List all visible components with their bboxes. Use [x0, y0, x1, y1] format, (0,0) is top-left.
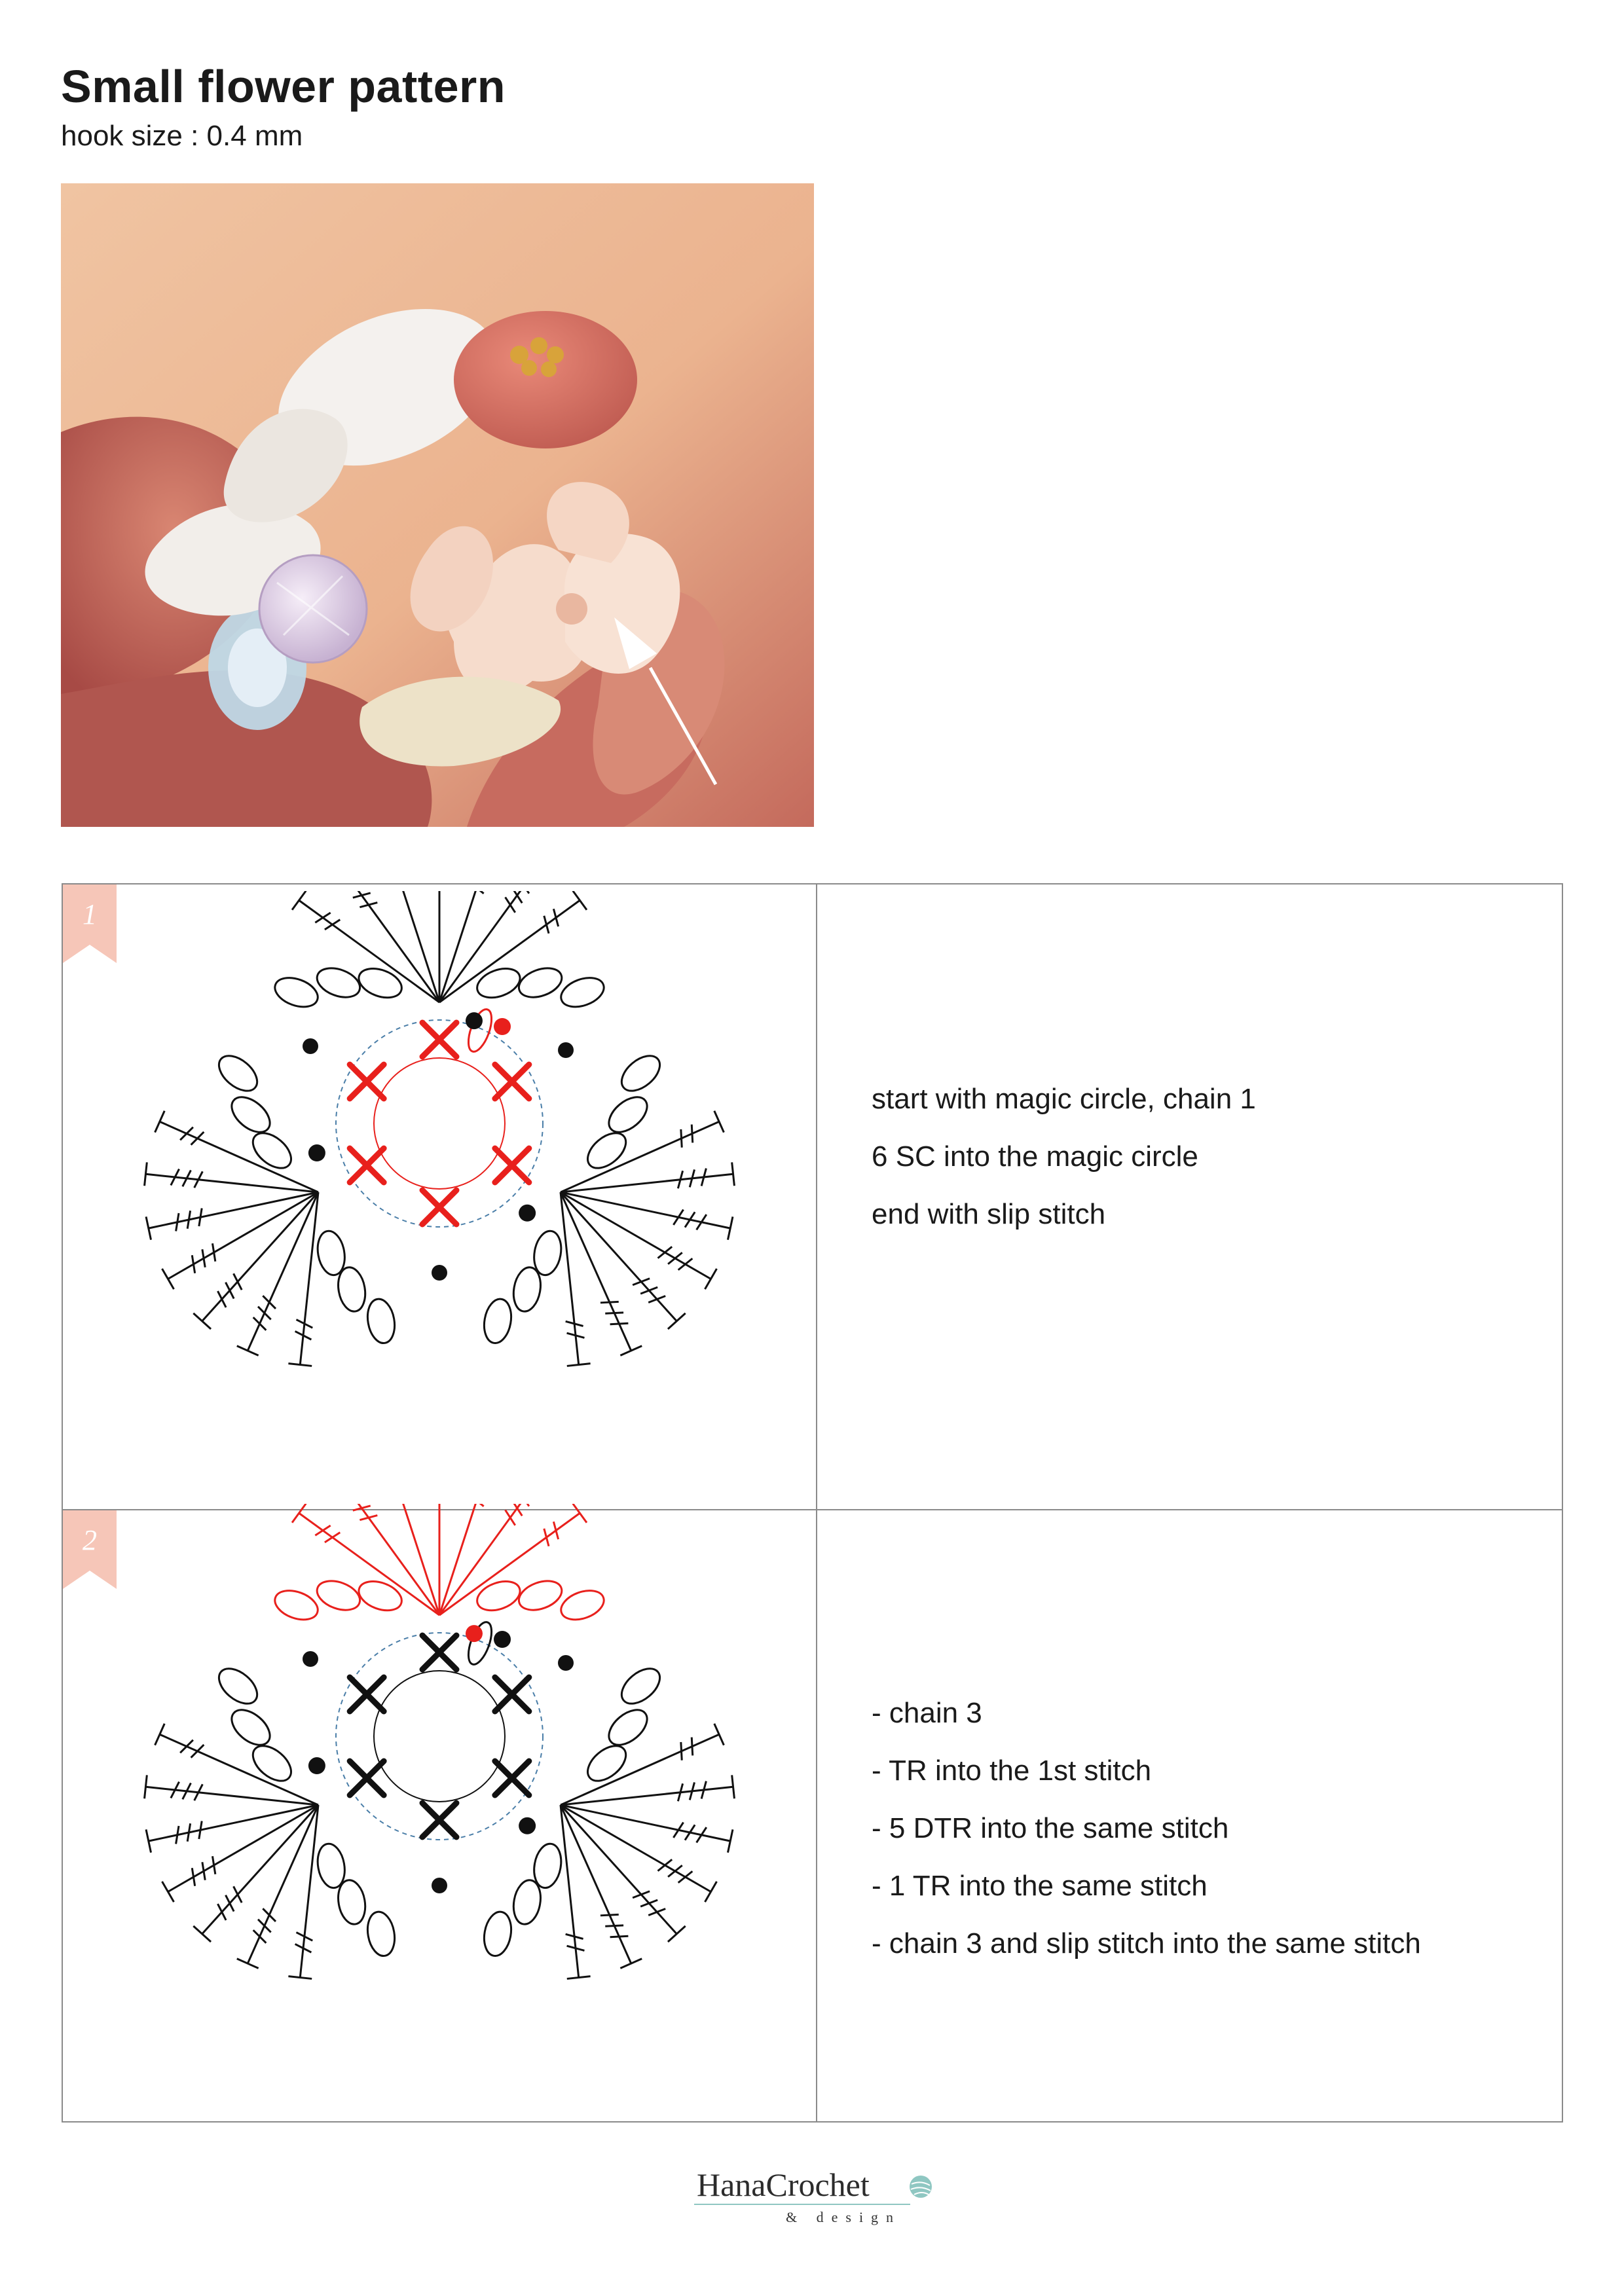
stitch-hatch-mark	[678, 1258, 693, 1270]
slip-stitch-symbol	[494, 1631, 511, 1648]
chain-stitch-symbol	[616, 1662, 667, 1710]
flower-photo	[61, 183, 814, 827]
step-2-diagram	[79, 1504, 800, 2119]
step-1-instructions	[872, 1070, 1256, 1243]
brand-logo	[688, 2166, 936, 2238]
chain-stitch-symbol	[364, 1910, 397, 1958]
slip-stitch-symbol	[308, 1144, 325, 1161]
chain-stitch-symbol	[364, 1297, 397, 1345]
stitch-top-bar	[162, 1269, 174, 1289]
chain-stitch-symbol	[271, 972, 322, 1012]
brand-name: HanaCrochet	[697, 2166, 870, 2203]
stitch-hatch-mark	[263, 1908, 276, 1922]
tr-stitch-symbol	[168, 1805, 318, 1892]
stitch-hatch-mark	[470, 891, 484, 894]
stitch-hatch-mark	[658, 1859, 673, 1871]
stitch-top-bar	[567, 1364, 591, 1366]
stitch-hatch-mark	[217, 1904, 226, 1920]
sc-stitch-symbol	[495, 1065, 529, 1099]
magic-circle	[374, 1671, 505, 1802]
slip-stitch-symbol	[308, 1757, 325, 1774]
stitch-hatch-mark	[226, 1283, 234, 1299]
chain-stitch-symbol	[213, 1049, 264, 1097]
stitch-top-bar	[714, 1111, 724, 1133]
tr-stitch-symbol	[561, 1174, 733, 1192]
stitch-hatch-mark	[263, 1296, 276, 1309]
instruction-line: - chain 3	[872, 1697, 982, 1729]
stitch-hatch-mark	[191, 1132, 204, 1145]
chain-stitch-symbol	[355, 963, 406, 1003]
sc-stitch-symbol	[495, 1677, 529, 1711]
sc-stitch-symbol	[422, 1023, 456, 1057]
tr-stitch-symbol	[248, 1192, 318, 1351]
slip-stitch-symbol	[519, 1205, 536, 1222]
chain-stitch-symbol	[225, 1703, 276, 1751]
step-1-number: 1	[83, 898, 97, 930]
stitch-top-bar	[620, 1959, 642, 1969]
tr-stitch-symbol	[160, 1734, 318, 1805]
stitch-hatch-mark	[180, 1740, 193, 1753]
steps-table	[62, 883, 1563, 2123]
chain-stitch-symbol	[616, 1049, 667, 1097]
step-2-number: 2	[83, 1524, 97, 1556]
stitch-top-bar	[705, 1882, 716, 1902]
stitch-hatch-mark	[633, 1891, 650, 1898]
sc-stitch-symbol	[350, 1677, 384, 1711]
stitch-top-bar	[573, 891, 587, 910]
sc-stitch-symbol	[495, 1148, 529, 1182]
instruction-line: start with magic circle, chain 1	[872, 1083, 1256, 1115]
slip-stitch-symbol	[466, 1625, 483, 1642]
stitch-hatch-mark	[648, 1296, 665, 1303]
stitch-hatch-mark	[180, 1127, 193, 1140]
stitch-hatch-mark	[191, 1745, 204, 1758]
stitch-hatch-mark	[600, 1914, 619, 1915]
slip-stitch-symbol	[432, 1878, 447, 1893]
chain-stitch-symbol	[481, 1910, 514, 1958]
stitch-hatch-mark	[633, 1279, 650, 1285]
slip-stitch-symbol	[558, 1042, 574, 1058]
sc-stitch-symbol	[350, 1761, 384, 1795]
tr-stitch-symbol	[248, 1805, 318, 1963]
tr-stitch-symbol	[149, 1805, 318, 1841]
sc-stitch-symbol	[350, 1148, 384, 1182]
sc-stitch-symbol	[422, 1635, 456, 1669]
sc-stitch-symbol	[422, 1803, 456, 1837]
sc-stitch-symbol	[495, 1761, 529, 1795]
tr-stitch-symbol	[561, 1734, 719, 1805]
tr-stitch-symbol	[561, 1192, 730, 1228]
chain-stitch-symbol	[581, 1126, 633, 1175]
stitch-hatch-mark	[640, 1287, 657, 1294]
instruction-line: end with slip stitch	[872, 1198, 1106, 1230]
stitch-top-bar	[155, 1724, 165, 1745]
chain-stitch-symbol	[247, 1739, 298, 1787]
tr-stitch-symbol	[149, 1192, 318, 1228]
chain-stitch-symbol	[313, 963, 364, 1003]
stitch-hatch-mark	[668, 1865, 682, 1877]
stitch-hatch-mark	[217, 1291, 226, 1307]
stitch-top-bar	[237, 1346, 259, 1356]
stitch-hatch-mark	[648, 1909, 665, 1916]
round-guide-circle	[336, 1633, 543, 1840]
stitch-hatch-mark	[640, 1900, 657, 1906]
chain-stitch-symbol	[602, 1703, 654, 1751]
stitch-hatch-mark	[253, 1317, 267, 1330]
round-guide-circle	[336, 1020, 543, 1227]
sc-stitch-symbol	[350, 1065, 384, 1099]
chain-stitch-symbol	[247, 1126, 298, 1175]
brand-tagline: & design	[786, 2209, 902, 2225]
tr-stitch-symbol	[561, 1192, 631, 1351]
stitch-top-bar	[705, 1269, 716, 1289]
chain-stitch-symbol	[464, 1619, 496, 1667]
stitch-top-bar	[732, 1775, 735, 1798]
chain-stitch-symbol	[557, 972, 608, 1012]
chain-stitch-symbol	[271, 1585, 322, 1625]
table-column-divider	[816, 884, 817, 2121]
stitch-hatch-mark	[258, 1307, 271, 1320]
instruction-line: - TR into the 1st stitch	[872, 1755, 1152, 1787]
chain-stitch-symbol	[464, 1006, 496, 1054]
step-2-instructions	[872, 1685, 1421, 1973]
stitch-hatch-mark	[253, 1930, 267, 1943]
stitch-hatch-mark	[658, 1247, 673, 1258]
tr-stitch-symbol	[561, 1121, 719, 1192]
chain-stitch-symbol	[581, 1739, 633, 1787]
stitch-hatch-mark	[668, 1252, 682, 1264]
stitch-top-bar	[567, 1977, 591, 1979]
chain-stitch-symbol	[515, 963, 566, 1003]
slip-stitch-symbol	[303, 1038, 318, 1054]
chain-stitch-symbol	[557, 1585, 608, 1625]
chain-stitch-symbol	[213, 1662, 264, 1710]
slip-stitch-symbol	[432, 1265, 447, 1281]
slip-stitch-symbol	[466, 1012, 483, 1029]
stitch-top-bar	[292, 891, 306, 910]
chain-stitch-symbol	[225, 1090, 276, 1139]
chain-stitch-symbol	[515, 1576, 566, 1616]
stitch-hatch-mark	[470, 1504, 484, 1506]
yarn-ball-icon	[908, 2174, 934, 2200]
tr-stitch-symbol	[168, 1192, 318, 1279]
stitch-hatch-mark	[234, 1886, 242, 1903]
chain-stitch-symbol	[355, 1576, 406, 1616]
instruction-line: 6 SC into the magic circle	[872, 1140, 1198, 1173]
stitch-top-bar	[155, 1111, 165, 1133]
tr-stitch-symbol	[561, 1192, 710, 1279]
stitch-top-bar	[620, 1346, 642, 1356]
tr-stitch-symbol	[561, 1805, 579, 1978]
stitch-top-bar	[162, 1882, 174, 1902]
slip-stitch-symbol	[303, 1651, 318, 1667]
chain-stitch-symbol	[473, 963, 525, 1003]
stitch-top-bar	[145, 1775, 147, 1798]
tr-stitch-symbol	[561, 1805, 730, 1841]
stitch-top-bar	[288, 1364, 312, 1366]
stitch-hatch-mark	[681, 1129, 682, 1148]
step-1-diagram	[79, 891, 800, 1506]
stitch-top-bar	[732, 1162, 735, 1186]
stitch-top-bar	[292, 1504, 306, 1523]
tr-stitch-symbol	[202, 1192, 318, 1321]
tr-stitch-symbol	[561, 1805, 710, 1892]
tr-stitch-symbol	[202, 1805, 318, 1934]
page-title: Small flower pattern	[61, 61, 506, 112]
stitch-hatch-mark	[258, 1920, 271, 1933]
stitch-hatch-mark	[610, 1323, 629, 1324]
instruction-line: - chain 3 and slip stitch into the same stitch	[872, 1927, 1421, 1959]
stitch-hatch-mark	[610, 1936, 629, 1937]
stitch-hatch-mark	[678, 1871, 693, 1883]
stitch-top-bar	[573, 1504, 587, 1523]
stitch-hatch-mark	[234, 1273, 242, 1290]
chain-stitch-symbol	[473, 1576, 525, 1616]
stitch-top-bar	[237, 1959, 259, 1969]
slip-stitch-symbol	[558, 1655, 574, 1671]
chain-stitch-symbol	[481, 1297, 514, 1345]
chain-stitch-symbol	[313, 1576, 364, 1616]
instruction-line: - 5 DTR into the same stitch	[872, 1812, 1229, 1844]
slip-stitch-symbol	[519, 1817, 536, 1834]
stitch-hatch-mark	[681, 1742, 682, 1760]
hook-size-subtitle: hook size : 0.4 mm	[61, 120, 303, 152]
tr-stitch-symbol	[160, 1121, 318, 1192]
stitch-top-bar	[145, 1162, 147, 1186]
chain-stitch-symbol	[602, 1090, 654, 1139]
stitch-top-bar	[714, 1724, 724, 1745]
tr-stitch-symbol	[561, 1805, 631, 1963]
tr-stitch-symbol	[561, 1192, 579, 1365]
sc-stitch-symbol	[422, 1190, 456, 1224]
stitch-top-bar	[288, 1977, 312, 1979]
tr-stitch-symbol	[561, 1787, 733, 1805]
slip-stitch-symbol	[494, 1018, 511, 1035]
brand-underline	[694, 2204, 910, 2205]
stitch-hatch-mark	[605, 1925, 623, 1926]
stitch-hatch-mark	[226, 1895, 234, 1912]
instruction-line: - 1 TR into the same stitch	[872, 1870, 1208, 1902]
magic-circle	[374, 1058, 505, 1189]
